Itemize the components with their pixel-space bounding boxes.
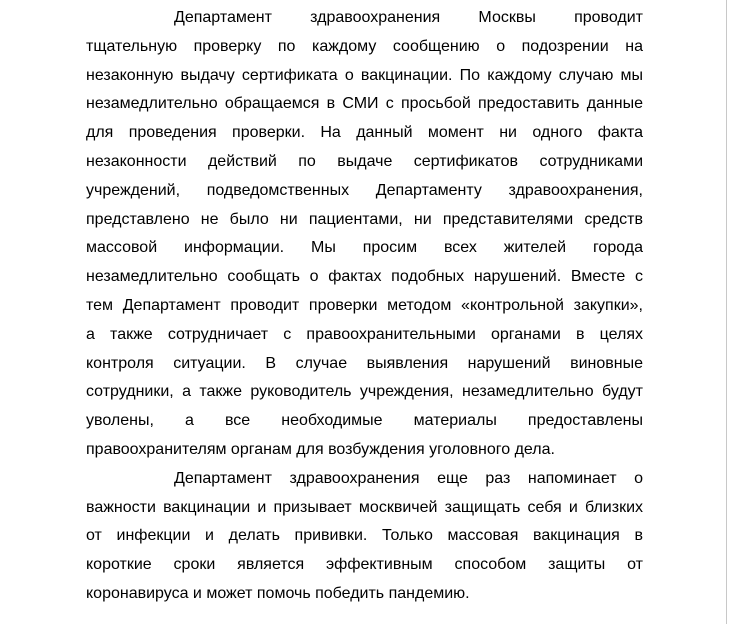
text-line: представлено не было ни пациентами, ни представителями средств xyxy=(86,210,643,228)
text-line: короткие сроки является эффективным способом защиты от xyxy=(86,556,643,574)
paragraph-2 xyxy=(86,465,643,609)
document-body xyxy=(86,4,643,609)
text-line: для проведения проверки. На данный момент ни одного факта xyxy=(86,124,643,142)
text-line: незаконную выдачу сертификата о вакцинации. По каждому случаю мы xyxy=(86,66,643,84)
text-line: важности вакцинации и призывает москвичей защищать себя и близких xyxy=(86,498,643,516)
text-line: Департамент здравоохранения Москвы проводит xyxy=(174,9,643,26)
text-line: сотрудники, а также руководитель учреждения, незамедлительно будут xyxy=(86,383,643,401)
text-line: уволены, а все необходимые материалы предоставлены xyxy=(86,412,643,430)
page-edge xyxy=(726,0,727,624)
text-line: Департамент здравоохранения еще раз напоминает о xyxy=(174,469,643,487)
text-line: а также сотрудничает с правоохранительными органами в целях xyxy=(86,325,643,343)
paragraph-1 xyxy=(86,4,643,465)
text-line: незаконности действий по выдаче сертификатов сотрудниками xyxy=(86,152,643,170)
text-line: тщательную проверку по каждому сообщению о подозрении на xyxy=(86,37,643,55)
text-line: от инфекции и делать прививки. Только массовая вакцинация в xyxy=(86,527,643,545)
text-line: учреждений, подведомственных Департаменту здравоохранения, xyxy=(86,181,643,199)
text-line: массовой информации. Мы просим всех жителей города xyxy=(86,239,643,257)
text-line: тем Департамент проводит проверки методом «контрольной закупки», xyxy=(86,296,643,314)
text-line: коронавируса и может помочь победить пандемию. xyxy=(86,584,470,602)
text-line: незамедлительно сообщать о фактах подобных нарушений. Вместе с xyxy=(86,268,643,286)
text-line: правоохранителям органам для возбуждения уголовного дела. xyxy=(86,440,555,458)
text-line: контроля ситуации. В случае выявления нарушений виновные xyxy=(86,354,643,372)
text-line: незамедлительно обращаемся в СМИ с просьбой предоставить данные xyxy=(86,95,643,113)
